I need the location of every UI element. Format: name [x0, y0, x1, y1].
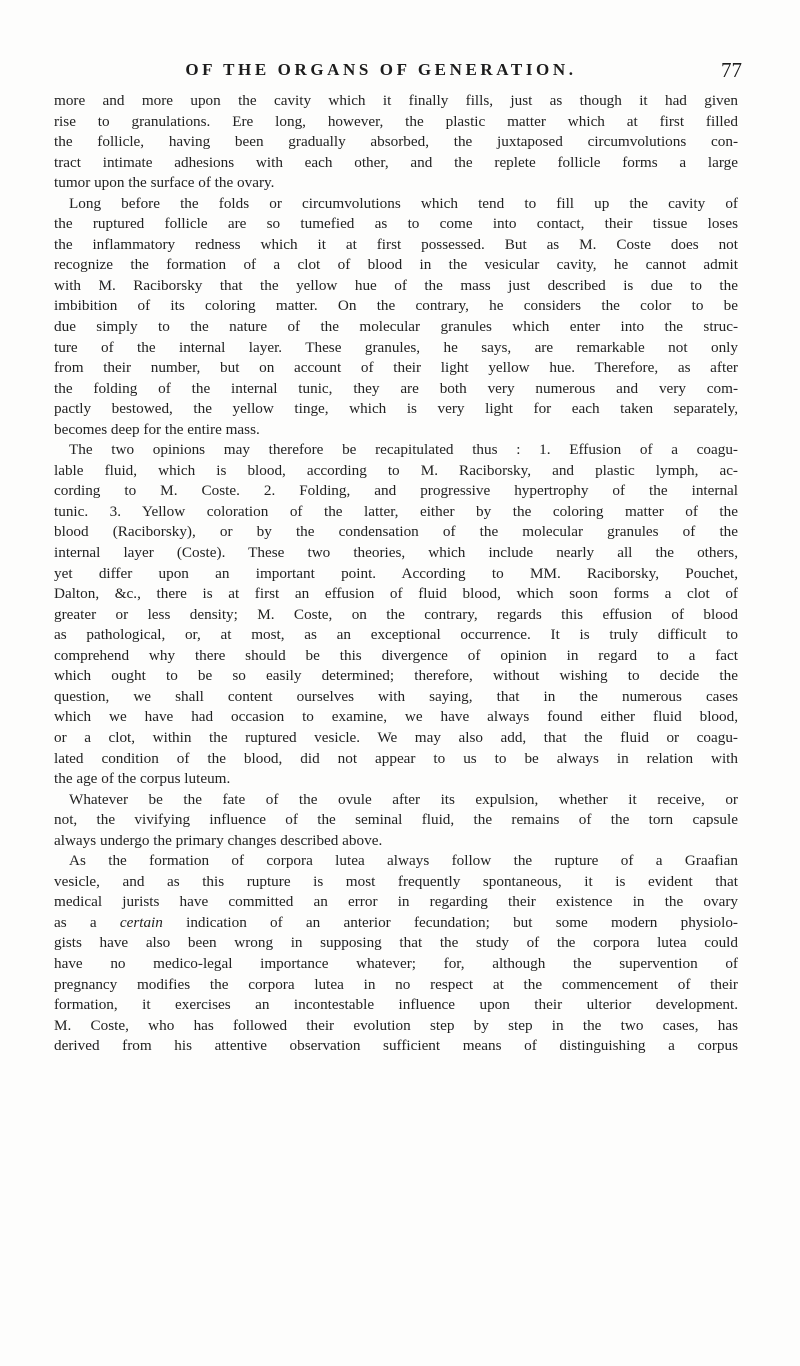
text-line: gists have also been wrong in supposing that the study of the corpora lutea could [54, 934, 738, 952]
text-segment: as a [54, 913, 120, 931]
text-line: as pathological, or, at most, as an exceptional occurrence. It is truly difficult to [54, 626, 738, 644]
text-line: cording to M. Coste. 2. Folding, and progressive hypertrophy of the internal [54, 482, 738, 500]
text-line: imbibition of its coloring matter. On the contrary, he considers the color to be [54, 297, 738, 315]
text-line: yet differ upon an important point. According to MM. Raciborsky, Pouchet, [54, 564, 738, 582]
text-line: pactly bestowed, the yellow tinge, which is very light for each taken separately, [54, 400, 738, 418]
text-line: tunic. 3. Yellow coloration of the latter, either by the coloring matter of the [54, 502, 738, 520]
text-line: derived from his attentive observation sufficient means of distinguishing a corpus [54, 1037, 738, 1055]
text-line: or a clot, within the ruptured vesicle. We may also add, that the fluid or coagu- [54, 728, 738, 746]
text-line: have no medico-legal importance whatever; for, although the supervention of [54, 954, 738, 972]
text-line: recognize the formation of a clot of blood in the vesicular cavity, he cannot admit [54, 256, 738, 274]
text-line: internal layer (Coste). These two theories, which include nearly all the others, [54, 544, 738, 562]
text-line: the age of the corpus luteum. [54, 770, 231, 788]
text-line: the inflammatory redness which it at first possessed. But as M. Coste does not [54, 235, 738, 253]
text-line: due simply to the nature of the molecular granules which enter into the struc- [54, 318, 738, 336]
text-line: medical jurists have committed an error in regarding their existence in the ovary [54, 893, 738, 911]
text-line: greater or less density; M. Coste, on the contrary, regards this effusion of blood [54, 605, 738, 623]
text-line: not, the vivifying influence of the seminal fluid, the remains of the torn capsule [54, 811, 738, 829]
text-line: lated condition of the blood, did not appear to us to be always in relation with [54, 749, 738, 767]
text-line: tract intimate adhesions with each other, and the replete follicle forms a large [54, 153, 738, 171]
text-line: formation, it exercises an incontestable influence upon their ulterior development. [54, 996, 738, 1014]
text-line: always undergo the primary changes described above. [54, 831, 383, 849]
text-line: pregnancy modifies the corpora lutea in no respect at the commencement of their [54, 975, 738, 993]
page-number: 77 [721, 58, 742, 82]
text-line: which ought to be so easily determined; therefore, without wishing to decide the [54, 667, 738, 685]
text-line: with M. Raciborsky that the yellow hue of the mass just described is due to the [54, 276, 738, 294]
running-title: OF THE ORGANS OF GENERATION. [185, 60, 577, 79]
text-line [54, 913, 738, 934]
text-line: more and more upon the cavity which it finally fills, just as though it had given [54, 92, 738, 109]
body-text [54, 91, 738, 1057]
text-line: vesicle, and as this rupture is most frequently spontaneous, it is evident that [54, 872, 738, 890]
text-line: Dalton, &c., there is at first an effusion of fluid blood, which soon forms a clot of [54, 585, 738, 603]
text-line: the ruptured follicle are so tumefied as to come into contact, their tissue loses [54, 215, 738, 233]
text-line: The two opinions may therefore be recapitulated thus : 1. Effusion of a coagu- [69, 441, 738, 459]
text-line: blood (Raciborsky), or by the condensation of the molecular granules of the [54, 523, 738, 541]
text-segment: indication of an anterior fecundation; but some modern physiolo- [162, 913, 738, 931]
text-line: comprehend why there should be this divergence of opinion in regard to a fact [54, 646, 738, 664]
text-line: the folding of the internal tunic, they are both very numerous and very com- [54, 379, 738, 397]
text-line: tumor upon the surface of the ovary. [54, 174, 275, 192]
text-line: As the formation of corpora lutea always follow the rupture of a Graafian [69, 852, 738, 870]
italic-word: certain [119, 913, 163, 931]
text-line: becomes deep for the entire mass. [54, 420, 260, 438]
text-line: M. Coste, who has followed their evolution step by step in the two cases, has [54, 1016, 738, 1034]
text-line: which we have had occasion to examine, we have always found either fluid blood, [54, 708, 738, 726]
text-line: Whatever be the fate of the ovule after its expulsion, whether it receive, or [69, 790, 738, 808]
text-line: the follicle, having been gradually absorbed, the juxtaposed circumvolutions con- [54, 133, 738, 151]
text-line: Long before the folds or circumvolutions which tend to fill up the cavity of [69, 194, 738, 212]
text-line: lable fluid, which is blood, according to M. Raciborsky, and plastic lymph, ac- [54, 461, 738, 479]
text-line: from their number, but on account of their light yellow hue. Therefore, as after [54, 359, 738, 377]
running-head [54, 50, 742, 82]
text-line: rise to granulations. Ere long, however, the plastic matter which at first filled [54, 112, 738, 130]
text-line: question, we shall content ourselves with saying, that in the numerous cases [54, 687, 738, 705]
text-line: ture of the internal layer. These granules, he says, are remarkable not only [54, 338, 738, 356]
